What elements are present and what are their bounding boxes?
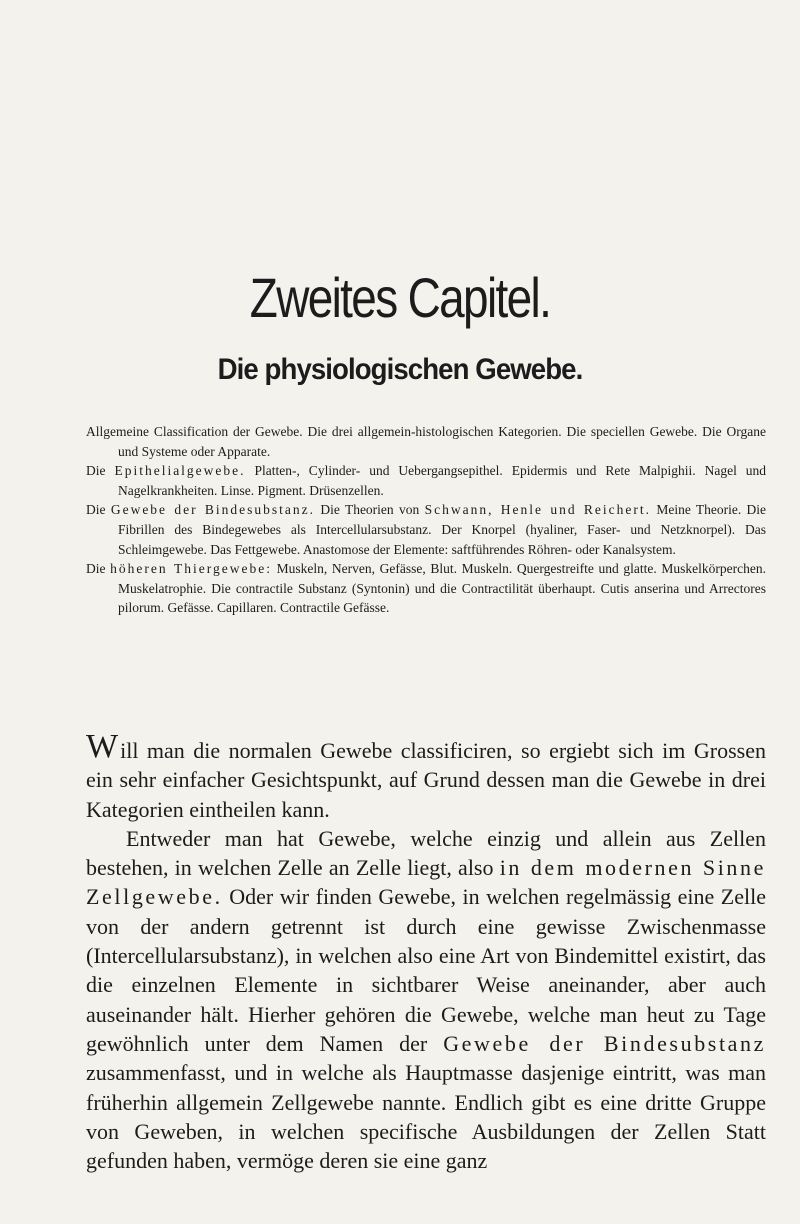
summary-paragraph-3 xyxy=(86,500,766,559)
summary-paragraph-1 xyxy=(86,422,766,461)
summary-text: Muskeln, Nerven, Gefässe, Blut. Muskeln. Quergestreifte und glatte. Muskelkörperchen. Muskelatrophie. Die contractile Substanz (Syntonin) und die Contractilität überhaupt. Cutis anserina und Arrectores pilorum. Gefässe. Capillaren. Contractile Gefässe. xyxy=(118,561,766,616)
summary-text: Meine Theorie. Die Fibrillen des Bindegewebes als Intercellularsubstanz. Der Knorpel (hyaliner, Faser- und Netzknorpel). Das Schleimgewebe. Das Fettgewebe. Anastomose der Elemente: saftführendes Röhren- oder Kanalsystem. xyxy=(118,502,767,557)
chapter-title: Zweites Capitel. xyxy=(249,266,551,329)
summary-paragraph-2 xyxy=(86,461,766,500)
summary-lead: Die xyxy=(86,502,106,518)
summary-text: Die Theorien von xyxy=(320,502,420,518)
body-text-run: ill man die normalen Gewebe classificiren, so ergiebt sich im Grossen ein sehr einfacher Gesichtspunkt, auf Grund dessen man die Gewebe in drei Kategorien eintheilen kann. xyxy=(86,738,766,822)
body-paragraph-2 xyxy=(86,824,766,1176)
summary-term: Epithelialgewebe. xyxy=(114,463,246,479)
summary-term: höheren Thiergewebe: xyxy=(110,561,272,577)
body-term: in dem modernen Sinne Zellgewebe. xyxy=(86,855,767,910)
body-text-run: zusammenfasst, und in welche als Hauptmasse dasjenige eintritt, was man früherhin allgemein Zellgewebe nannte. Endlich gibt es eine dritte Gruppe von Geweben, in welchen specifische Ausbildungen der Zellen Statt gefunden haben, vermöge deren sie eine ganz xyxy=(86,1060,766,1174)
summary-text: Allgemeine Classification der Gewebe. Die drei allgemein-histologischen Kategorien. Die speciellen Gewebe. Die Organe und Systeme oder Apparate. xyxy=(86,424,766,459)
summary-names: Schwann, Henle und Reichert. xyxy=(424,502,651,518)
body-term: Gewebe der Bindesubstanz xyxy=(443,1030,766,1056)
body-text-run: Oder wir finden Gewebe, in welchen regelmässig eine Zelle von der andern getrennt ist durch eine gewisse Zwischenmasse (Intercellularsubstanz), in welchen also eine Art von Bindemittel existirt, das die einzelnen Elemente in sichtbarer Weise aneinander, aber auch auseinander hält. Hierher gehören die Gewebe, welche man heut zu Tage gewöhnlich unter dem Namen der xyxy=(86,884,766,1056)
summary-text: Platten-, Cylinder- und Uebergangsepithel. Epidermis und Rete Malpighii. Nagel und Nagelkrankheiten. Linse. Pigment. Drüsenzellen. xyxy=(118,463,767,498)
drop-cap: W xyxy=(86,728,119,765)
body-paragraph-1 xyxy=(86,728,766,824)
summary-lead: Die xyxy=(86,561,106,577)
chapter-summary xyxy=(86,422,766,618)
summary-paragraph-4 xyxy=(86,559,766,618)
body-text-run: Entweder man hat Gewebe, welche einzig und allein aus Zellen bestehen, in welchen Zelle an Zelle liegt, also xyxy=(86,825,766,881)
summary-term: Gewebe der Bindesubstanz. xyxy=(110,502,316,518)
summary-lead: Die xyxy=(86,463,106,479)
body-text xyxy=(86,728,767,1175)
section-title: Die physiologischen Gewebe. xyxy=(217,353,583,386)
